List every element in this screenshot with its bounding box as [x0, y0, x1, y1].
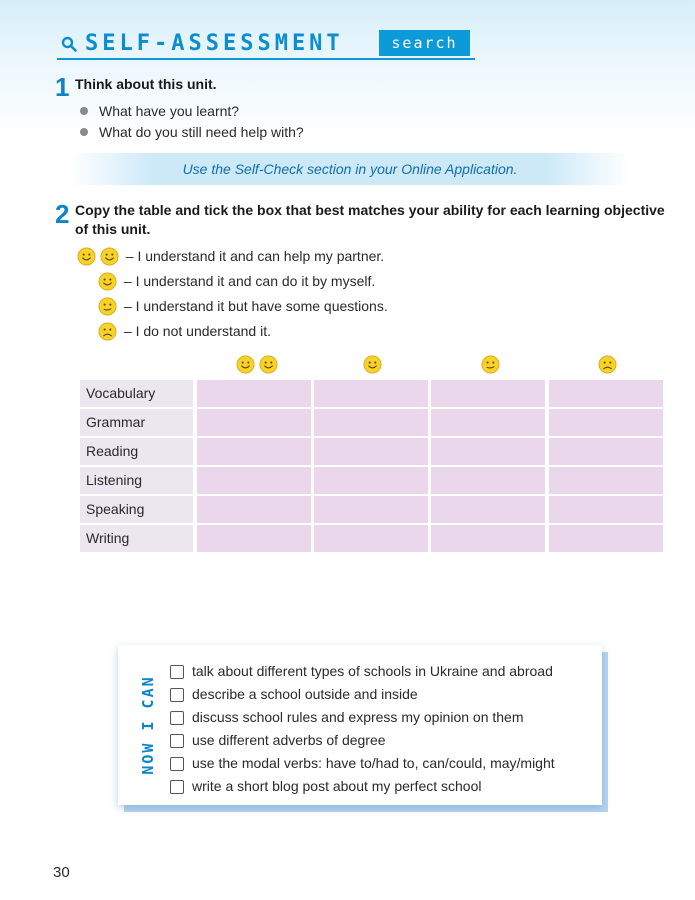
- checklist-item: [170, 660, 553, 682]
- online-app-banner: [70, 153, 630, 185]
- table-cell[interactable]: [314, 438, 428, 465]
- table-cell[interactable]: [197, 409, 311, 436]
- search-tag: search: [379, 30, 470, 56]
- smiley-face-icon: [236, 355, 255, 374]
- banner-text: Use the Self-Check section in your Online Application.: [182, 161, 518, 177]
- section-header: [57, 29, 475, 59]
- table-cell[interactable]: [197, 380, 311, 407]
- table-cell[interactable]: [314, 409, 428, 436]
- table-cell[interactable]: [314, 525, 428, 552]
- checklist-text: describe a school outside and inside: [192, 686, 418, 702]
- table-cell[interactable]: [314, 380, 428, 407]
- legend-text: – I understand it and can help my partner.: [125, 248, 385, 265]
- checklist-item: [170, 729, 386, 751]
- bullet-icon: [80, 128, 88, 136]
- table-cell[interactable]: [197, 525, 311, 552]
- checklist-item: [170, 683, 418, 705]
- legend-row: [98, 319, 271, 341]
- neutral-face-icon: [98, 297, 117, 316]
- row-label: Speaking: [80, 496, 193, 523]
- checkbox[interactable]: [170, 665, 184, 679]
- table-cell[interactable]: [431, 438, 545, 465]
- row-label: Writing: [80, 525, 193, 552]
- table-cell[interactable]: [549, 380, 663, 407]
- now-i-can-title: [136, 657, 160, 793]
- row-label: Grammar: [80, 409, 193, 436]
- column-header-not-understand: [598, 355, 617, 375]
- table-cell[interactable]: [197, 467, 311, 494]
- checkbox[interactable]: [170, 688, 184, 702]
- checkbox[interactable]: [170, 757, 184, 771]
- checklist-item: [170, 752, 555, 774]
- question-2-heading-line2: of this unit.: [75, 221, 151, 237]
- sad-face-icon: [598, 355, 617, 374]
- table-cell[interactable]: [431, 496, 545, 523]
- table-cell[interactable]: [197, 438, 311, 465]
- checklist-item: [170, 706, 524, 728]
- table-cell[interactable]: [314, 496, 428, 523]
- legend-text: – I do not understand it.: [123, 323, 271, 340]
- smiley-face-icon: [259, 355, 278, 374]
- table-cell[interactable]: [549, 496, 663, 523]
- bullet-text: What do you still need help with?: [99, 124, 304, 140]
- smiley-face-icon: [77, 247, 96, 266]
- table-cell[interactable]: [314, 467, 428, 494]
- page-number: 30: [53, 864, 70, 881]
- table-cell[interactable]: [431, 380, 545, 407]
- bullet-icon: [80, 107, 88, 115]
- header-underline: [57, 58, 475, 60]
- question-2-number: 2: [55, 199, 70, 229]
- column-header-by-myself: [363, 355, 382, 375]
- legend-text: – I understand it but have some questions.: [123, 298, 388, 315]
- table-cell[interactable]: [431, 409, 545, 436]
- sad-face-icon: [98, 322, 117, 341]
- checklist-text: talk about different types of schools in Ukraine and abroad: [192, 663, 553, 679]
- now-i-can-box: [118, 645, 602, 805]
- smiley-face-icon: [98, 272, 117, 291]
- checklist-text: use different adverbs of degree: [192, 732, 386, 748]
- column-header-some-questions: [481, 355, 500, 375]
- table-cell[interactable]: [431, 467, 545, 494]
- checkbox[interactable]: [170, 734, 184, 748]
- page-title: SELF-ASSESSMENT: [85, 31, 344, 56]
- checkbox[interactable]: [170, 711, 184, 725]
- checklist-text: use the modal verbs: have to/had to, can/could, may/might: [192, 755, 555, 771]
- legend-row: [98, 294, 388, 316]
- question-1-number: 1: [55, 72, 70, 102]
- table-cell[interactable]: [549, 467, 663, 494]
- neutral-face-icon: [481, 355, 500, 374]
- now-i-can-title-text: NOW I CAN: [139, 675, 157, 775]
- table-cell[interactable]: [549, 409, 663, 436]
- smiley-face-icon: [100, 247, 119, 266]
- table-cell[interactable]: [549, 438, 663, 465]
- question-2-heading-line1: Copy the table and tick the box that best matches your ability for each learning objective: [75, 202, 665, 218]
- row-label: Vocabulary: [80, 380, 193, 407]
- row-label: Reading: [80, 438, 193, 465]
- column-header-help-partner: [236, 355, 278, 375]
- row-label: Listening: [80, 467, 193, 494]
- checklist-text: write a short blog post about my perfect school: [192, 778, 482, 794]
- bullet-text: What have you learnt?: [99, 103, 240, 119]
- legend-row: [77, 244, 384, 266]
- question-1-heading: Think about this unit.: [75, 76, 217, 92]
- question-1-bullet: [80, 122, 304, 142]
- smiley-face-icon: [363, 355, 382, 374]
- table-cell[interactable]: [549, 525, 663, 552]
- checkbox[interactable]: [170, 780, 184, 794]
- checklist-item: [170, 775, 481, 797]
- legend-text: – I understand it and can do it by myself.: [123, 273, 376, 290]
- legend-row: [98, 269, 375, 291]
- table-cell[interactable]: [431, 525, 545, 552]
- table-cell[interactable]: [197, 496, 311, 523]
- magnifier-icon: [61, 36, 77, 52]
- checklist-text: discuss school rules and express my opinion on them: [192, 709, 524, 725]
- question-1-bullet: [80, 101, 239, 121]
